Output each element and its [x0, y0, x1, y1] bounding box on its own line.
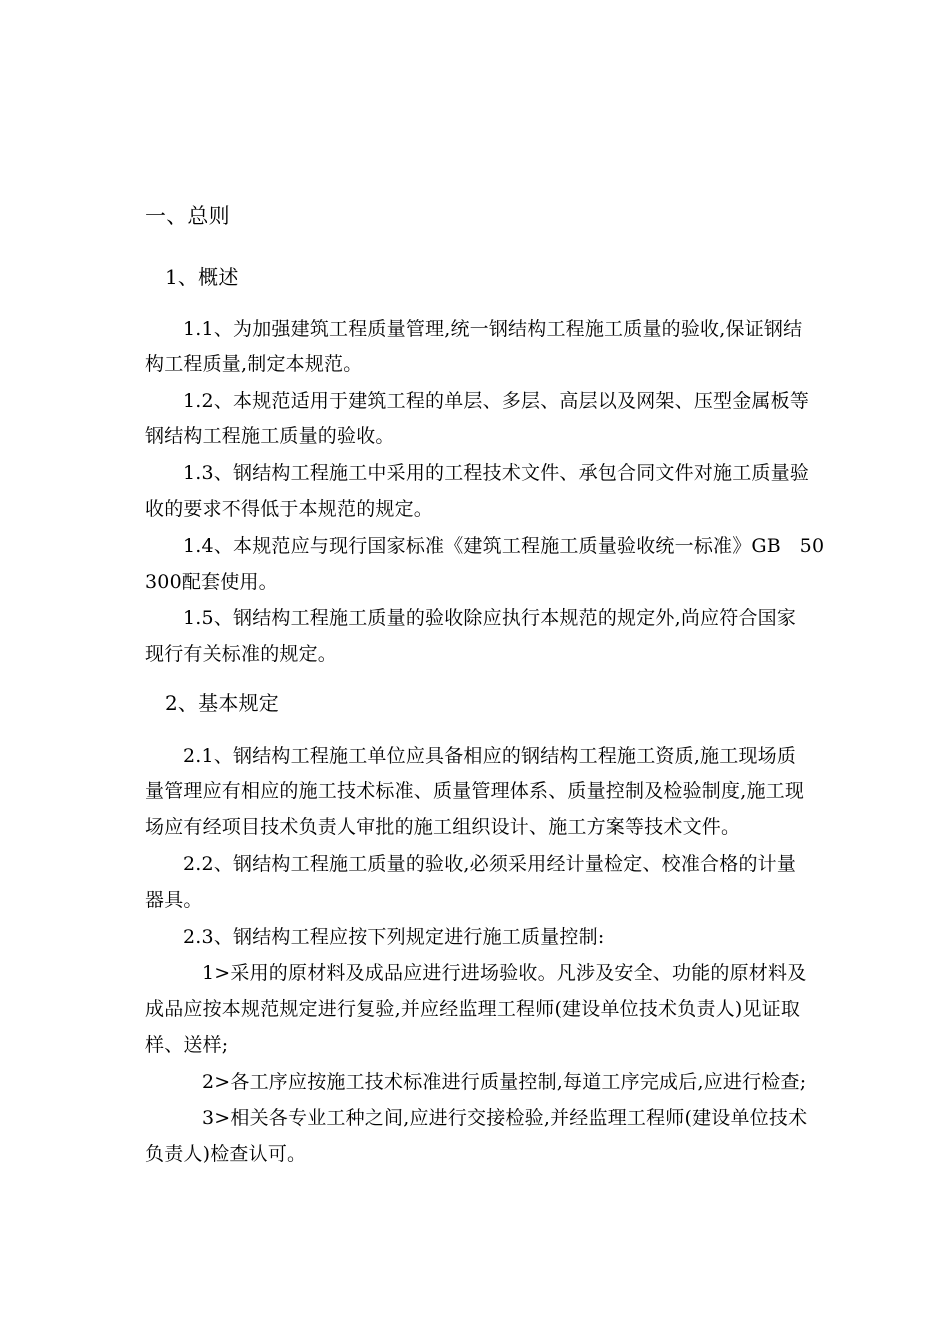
paragraph-line: 2.1、钢结构工程施工单位应具备相应的钢结构工程施工资质,施工现场质: [183, 745, 797, 767]
paragraph-line: 2.2、钢结构工程施工质量的验收,必须采用经计量检定、校准合格的计量: [183, 853, 797, 875]
paragraph-line: 300配套使用。: [145, 571, 278, 593]
paragraph-line: 2.3、钢结构工程应按下列规定进行施工质量控制:: [183, 926, 605, 948]
paragraph-line: 1.3、钢结构工程施工中采用的工程技术文件、承包合同文件对施工质量验: [183, 462, 810, 484]
list-item-line: 1>采用的原材料及成品应进行进场验收。凡涉及安全、功能的原材料及: [202, 962, 807, 984]
chapter-heading: 一、总则: [145, 204, 230, 228]
paragraph-line: 现行有关标准的规定。: [145, 643, 338, 665]
paragraph-line: 器具。: [145, 889, 203, 911]
paragraph-line: 钢结构工程施工质量的验收。: [145, 425, 395, 447]
list-item-line: 2>各工序应按施工技术标准进行质量控制,每道工序完成后,应进行检查;: [202, 1071, 807, 1093]
paragraph-line: 1.1、为加强建筑工程质量管理,统一钢结构工程施工质量的验收,保证钢结: [183, 318, 803, 340]
section-heading-basic-rules: 2、基本规定: [165, 691, 279, 715]
paragraph-line: 收的要求不得低于本规范的规定。: [145, 498, 434, 520]
paragraph-line: 1.2、本规范适用于建筑工程的单层、多层、高层以及网架、压型金属板等: [183, 390, 810, 412]
list-item-line: 样、送样;: [145, 1034, 229, 1056]
paragraph-line: 1.4、本规范应与现行国家标准《建筑工程施工质量验收统一标准》GB 50: [183, 535, 825, 557]
list-item-line: 成品应按本规范规定进行复验,并应经监理工程师(建设单位技术负责人)见证取: [145, 998, 801, 1020]
paragraph-line: 构工程质量,制定本规范。: [145, 353, 363, 375]
list-item-line: 3>相关各专业工种之间,应进行交接检验,并经监理工程师(建设单位技术: [202, 1107, 808, 1129]
paragraph-line: 场应有经项目技术负责人审批的施工组织设计、施工方案等技术文件。: [145, 816, 741, 838]
section-heading-overview: 1、概述: [165, 265, 239, 289]
paragraph-line: 量管理应有相应的施工技术标准、质量管理体系、质量控制及检验制度,施工现: [145, 780, 805, 802]
paragraph-line: 1.5、钢结构工程施工质量的验收除应执行本规范的规定外,尚应符合国家: [183, 607, 797, 629]
list-item-line: 负责人)检查认可。: [145, 1143, 307, 1165]
